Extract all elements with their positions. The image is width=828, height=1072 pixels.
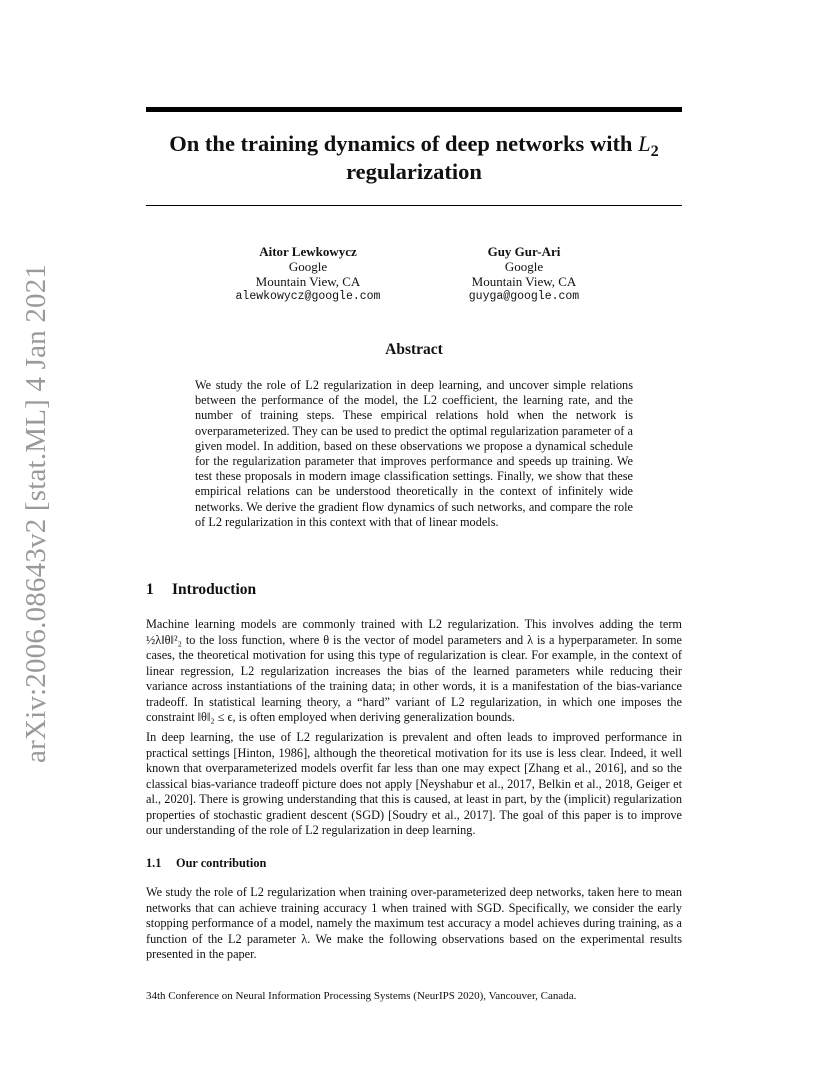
author-location: Mountain View, CA (255, 274, 361, 289)
title-rule-bottom (146, 205, 682, 206)
author-name: Guy Gur-Ari (487, 244, 561, 259)
title-math-sub: 2 (650, 141, 659, 160)
author-affiliation: Google (288, 259, 328, 274)
author-affiliation: Google (504, 259, 544, 274)
subsection-heading-contribution (146, 856, 266, 871)
author-name: Aitor Lewkowycz (259, 244, 357, 259)
author-email[interactable]: alewkowycz@google.com (235, 290, 381, 303)
intro-paragraph-2: In deep learning, the use of L2 regularization is prevalent and often leads to improved performance in practical settings [Hinton, 1986], although the theoretical motivation for its use is less clear. Indeed, it well known that overparameterized models overfit far less than one may expect [Zhang et al., 2016], and so the classical bias-variance tradeoff picture does not apply [Neyshabur et al., 2017, Belkin et al., 2018, Geiger et al., 2020]. There is growing understanding that this is caused, at least in part, by the (implicit) regularization properties of stochastic gradient descent (SGD) [Soudry et al., 2017]. The goal of this paper is to improve our understanding of the role of L2 regularization in deep learning. (146, 730, 682, 837)
title-math-l: L (638, 131, 651, 156)
section-title: Introduction (172, 581, 257, 598)
section-number: 1 (146, 581, 154, 598)
contribution-paragraph: We study the role of L2 regularization when training over-parameterized deep networks, taken here to mean networks that can achieve training accuracy 1 when trained with SGD. Specifically, we consider the early stopping performance of a model, namely the maximum test accuracy a model achieves during training, as a function of the L2 parameter λ. We make the following observations based on the experimental results presented in the paper. (146, 885, 682, 961)
arxiv-sidebar-stamp: arXiv:2006.08643v2 [stat.ML] 4 Jan 2021 (20, 263, 52, 763)
title-line1-text: On the training dynamics of deep networks with (169, 131, 639, 156)
author-location: Mountain View, CA (471, 274, 577, 289)
author-email[interactable]: guyga@google.com (468, 290, 580, 303)
conference-footnote: 34th Conference on Neural Information Processing Systems (NeurIPS 2020), Vancouver, Canada. (146, 990, 577, 1002)
abstract-body: We study the role of L2 regularization in deep learning, and uncover simple relations between the performance of the model, the L2 coefficient, the learning rate, and the number of training steps. These empirical relations hold when the network is overparameterized. They can be used to predict the optimal regularization parameter of a given model. In addition, based on these observations we propose a dynamical schedule for the regularization parameter that improves performance and speeds up training. We test these proposals in modern image classification settings. Finally, we show that these empirical relations can be understood theoretically in the context of infinitely wide networks. We derive the gradient flow dynamics of such networks, and compare the role of L2 regularization in this context with that of linear models. (195, 378, 633, 529)
subsection-title: Our contribution (176, 856, 267, 870)
paper-title (146, 130, 682, 186)
author-2 (404, 244, 644, 304)
intro-paragraph-1: Machine learning models are commonly trained with L2 regularization. This involves adding the term ½λ‖θ‖²₂ to the loss function, where θ is the vector of model parameters and λ is a hyperparameter. In some cases, the theoretical motivation for using this type of regularization is clear. For example, in the context of linear regression, L2 regularization increases the bias of the learned parameters while reducing their variance across instantiations of the training data; in other words, it is a manifestation of the bias-variance tradeoff. In statistical learning theory, a “hard” variant of L2 regularization, in which one imposes the constraint ‖θ‖₂ ≤ ϵ, is often employed when deriving generalization bounds. (146, 617, 682, 724)
section-heading-introduction (146, 581, 256, 599)
subsection-number: 1.1 (146, 856, 162, 870)
title-line2: regularization (346, 159, 482, 184)
abstract-heading: Abstract (385, 341, 443, 358)
title-rule-top (146, 107, 682, 112)
author-1 (188, 244, 428, 304)
